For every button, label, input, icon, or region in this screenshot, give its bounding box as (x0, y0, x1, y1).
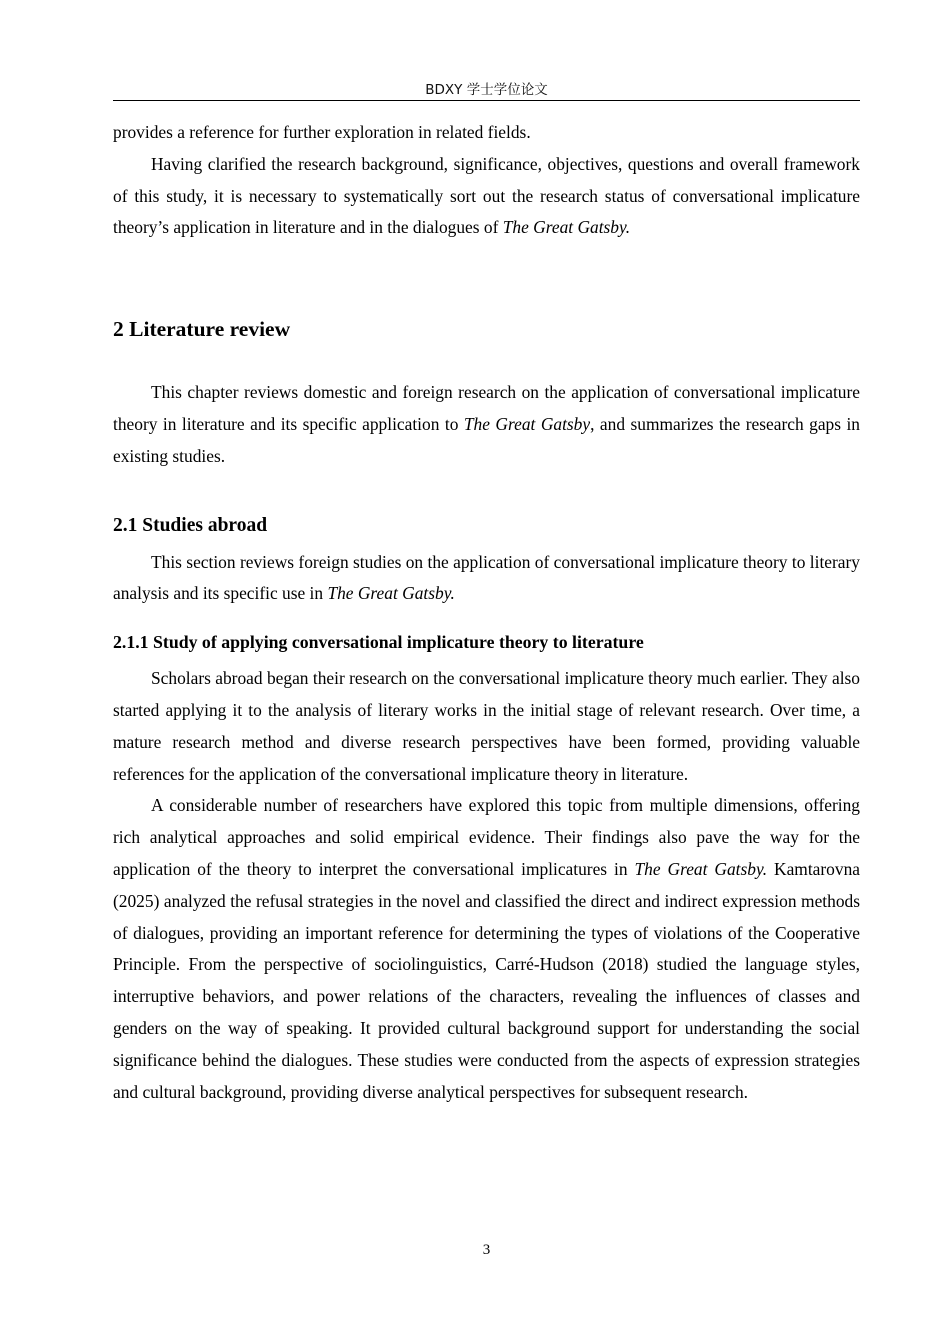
book-title: The Great Gatsby. (634, 858, 768, 879)
paragraph-text: , and summarizes the research gaps in existing studies. (113, 413, 860, 466)
paragraph-text: Having clarified the research background, significance, objectives, questions and overall framework of this study, it is necessary to systematically sort out the research status of conversational implicature theory’s application in literature and in the dialogues of (113, 153, 860, 238)
header-rule (113, 100, 860, 101)
document-body (113, 117, 860, 1108)
paragraph-text: provides a reference for further exploration in related fields. (113, 122, 531, 142)
paragraph-researchers (113, 790, 860, 1108)
book-title: The Great Gatsby. (327, 583, 455, 604)
paragraph-chapter-intro (113, 377, 860, 472)
book-title: The Great Gatsby (463, 413, 591, 434)
paragraph-transition (113, 149, 860, 244)
paragraph-text: This section reviews foreign studies on the application of conversational implicature theory to literary analysis and its specific use in (113, 551, 860, 604)
page-number: 3 (482, 1242, 491, 1258)
section-heading: 2.1 Studies abroad (113, 514, 268, 536)
subsection-heading: 2.1.1 Study of applying conversational implicature theory to literature (113, 632, 644, 653)
running-header: BDXY 学士学位论文 (425, 82, 548, 98)
paragraph-text: Kamtarovna (2025) analyzed the refusal strategies in the novel and classified the direct and indirect expression methods of dialogues, providing an important reference for determining the types of violations of the Cooperative Principle. From the perspective of sociolinguistics, Carré-Hudson (2018) studied the language styles, interruptive behaviors, and power relations of the characters, revealing the influences of classes and genders on the way of speaking. It provided cultural background support for understanding the social significance behind the dialogues. These studies were conducted from the aspects of expression strategies and cultural background, providing diverse analytical perspectives for subsequent research. (113, 858, 860, 1102)
book-title: The Great Gatsby. (502, 217, 631, 238)
paragraph-scholars-abroad (113, 663, 860, 790)
paragraph-text: This chapter reviews domestic and foreign research on the application of conversational implicature theory in literature and its specific application to (113, 382, 860, 434)
paragraph-text: A considerable number of researchers have explored this topic from multiple dimensions, offering rich analytical approaches and solid empirical evidence. Their findings also pave the way for the application of the theory to interpret the conversational implicatures in (113, 795, 860, 879)
paragraph-continuation (113, 117, 860, 149)
chapter-heading: 2 Literature review (113, 317, 291, 342)
paragraph-text: Scholars abroad began their research on the conversational implicature theory much earlier. They also started applying it to the analysis of literary works in the initial stage of relevant research. Over time, a mature research method and diverse research perspectives have been formed, providing valuable references for the application of the conversational implicature theory in literature. (113, 668, 860, 784)
paragraph-section-intro (113, 547, 860, 611)
